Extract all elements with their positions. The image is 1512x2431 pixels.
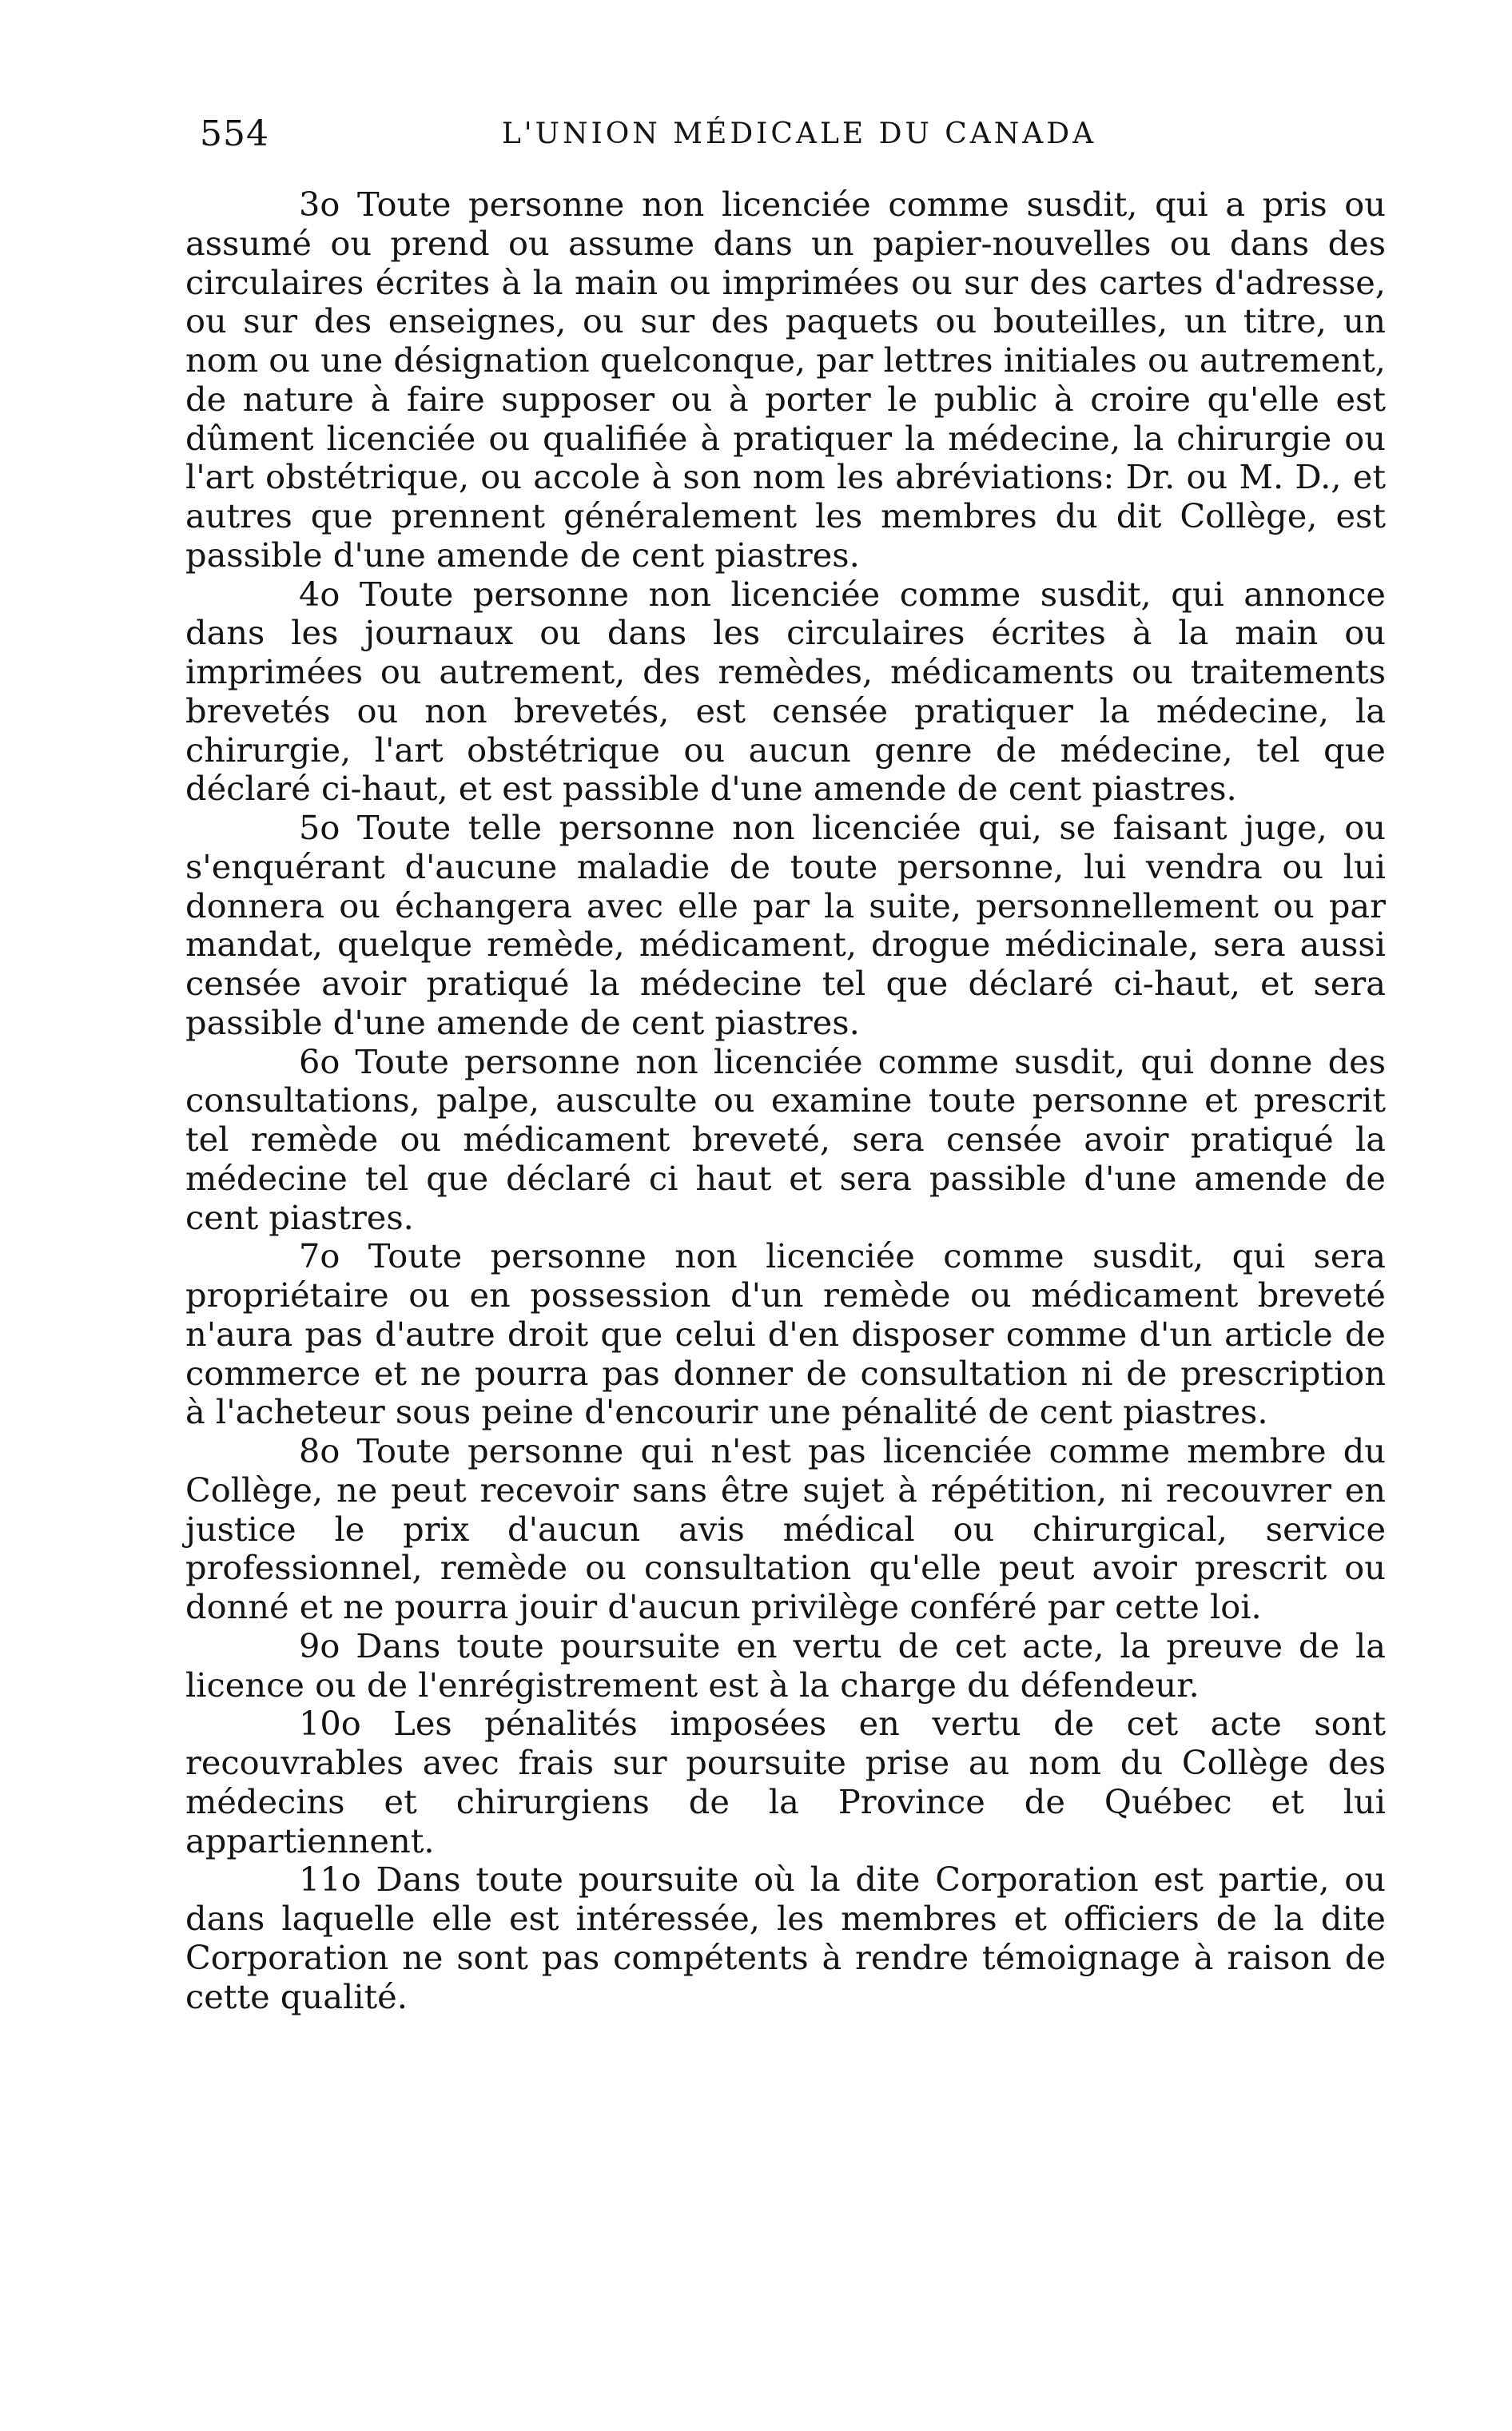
paragraph-4: 4o Toute personne non licenciée comme susdit, qui annonce dans les journaux ou dans les circulaires écrites à la main ou imprimées ou autrement, des remèdes, médicaments ou traitements brevetés ou non brevetés, est censée pratiquer la médecine, la chirurgie, l'art obstétrique ou aucun genre de médecine, tel que déclaré ci-haut, et est passible d'une amende de cent piastres. xyxy=(185,574,1386,809)
paragraph-8: 8o Toute personne qui n'est pas licenciée comme membre du Collège, ne peut recevoir sans être sujet à répétition, ni recouvrer en justice le prix d'aucun avis médical ou chirurgical, service professionnel, remède ou consultation qu'elle peut avoir prescrit ou donné et ne pourra jouir d'aucun privilège conféré par cette loi. xyxy=(185,1431,1386,1626)
paragraph-11: 11o Dans toute poursuite où la dite Corporation est partie, ou dans laquelle elle est intéressée, les membres et officiers de la dite Corporation ne sont pas compétents à rendre témoignage à raison de cette qualité. xyxy=(185,1860,1386,2016)
paragraph-7: 7o Toute personne non licenciée comme susdit, qui sera propriétaire ou en possession d'un remède ou médicament breveté n'aura pas d'autre droit que celui d'en disposer comme d'un article de commerce et ne pourra pas donner de consultation ni de prescription à l'acheteur sous peine d'encourir une pénalité de cent piastres. xyxy=(185,1236,1386,1432)
article-body xyxy=(185,185,1386,2016)
page-number: 554 xyxy=(200,113,269,154)
paragraph-9: 9o Dans toute poursuite en vertu de cet acte, la preuve de la licence ou de l'enrégistrement est à la charge du défendeur. xyxy=(185,1625,1386,1705)
paragraph-3: 3o Toute personne non licenciée comme susdit, qui a pris ou assumé ou prend ou assume dans un papier-nouvelles ou dans des circulaires écrites à la main ou imprimées ou sur des cartes d'adresse, ou sur des enseignes, ou sur des paquets ou bouteilles, un titre, un nom ou une désignation quelconque, par lettres initiales ou autrement, de nature à faire supposer ou à porter le public à croire qu'elle est dûment licenciée ou qualifiée à pratiquer la médecine, la chirurgie ou l'art obstétrique, ou accole à son nom les abréviations: Dr. ou M. D., et autres que prennent généralement les membres du dit Collège, est passible d'une amende de cent piastres. xyxy=(185,185,1386,575)
paragraph-10: 10o Les pénalités imposées en vertu de cet acte sont recouvrables avec frais sur poursuite prise au nom du Collège des médecins et chirurgiens de la Province de Québec et lui appartiennent. xyxy=(185,1704,1386,1860)
paragraph-5: 5o Toute telle personne non licenciée qui, se faisant juge, ou s'enquérant d'aucune maladie de toute personne, lui vendra ou lui donnera ou échangera avec elle par la suite, personnellement ou par mandat, quelque remède, médicament, drogue médicinale, sera aussi censée avoir pratiqué la médecine tel que déclaré ci-haut, et sera passible d'une amende de cent piastres. xyxy=(185,808,1386,1042)
running-header xyxy=(200,110,1399,158)
paragraph-6: 6o Toute personne non licenciée comme susdit, qui donne des consultations, palpe, ausculte ou examine toute personne et prescrit tel remède ou médicament breveté, sera censée avoir pratiqué la médecine tel que déclaré ci haut et sera passible d'une amende de cent piastres. xyxy=(185,1041,1386,1237)
journal-title: L'UNION MÉDICALE DU CANADA xyxy=(501,117,1097,150)
